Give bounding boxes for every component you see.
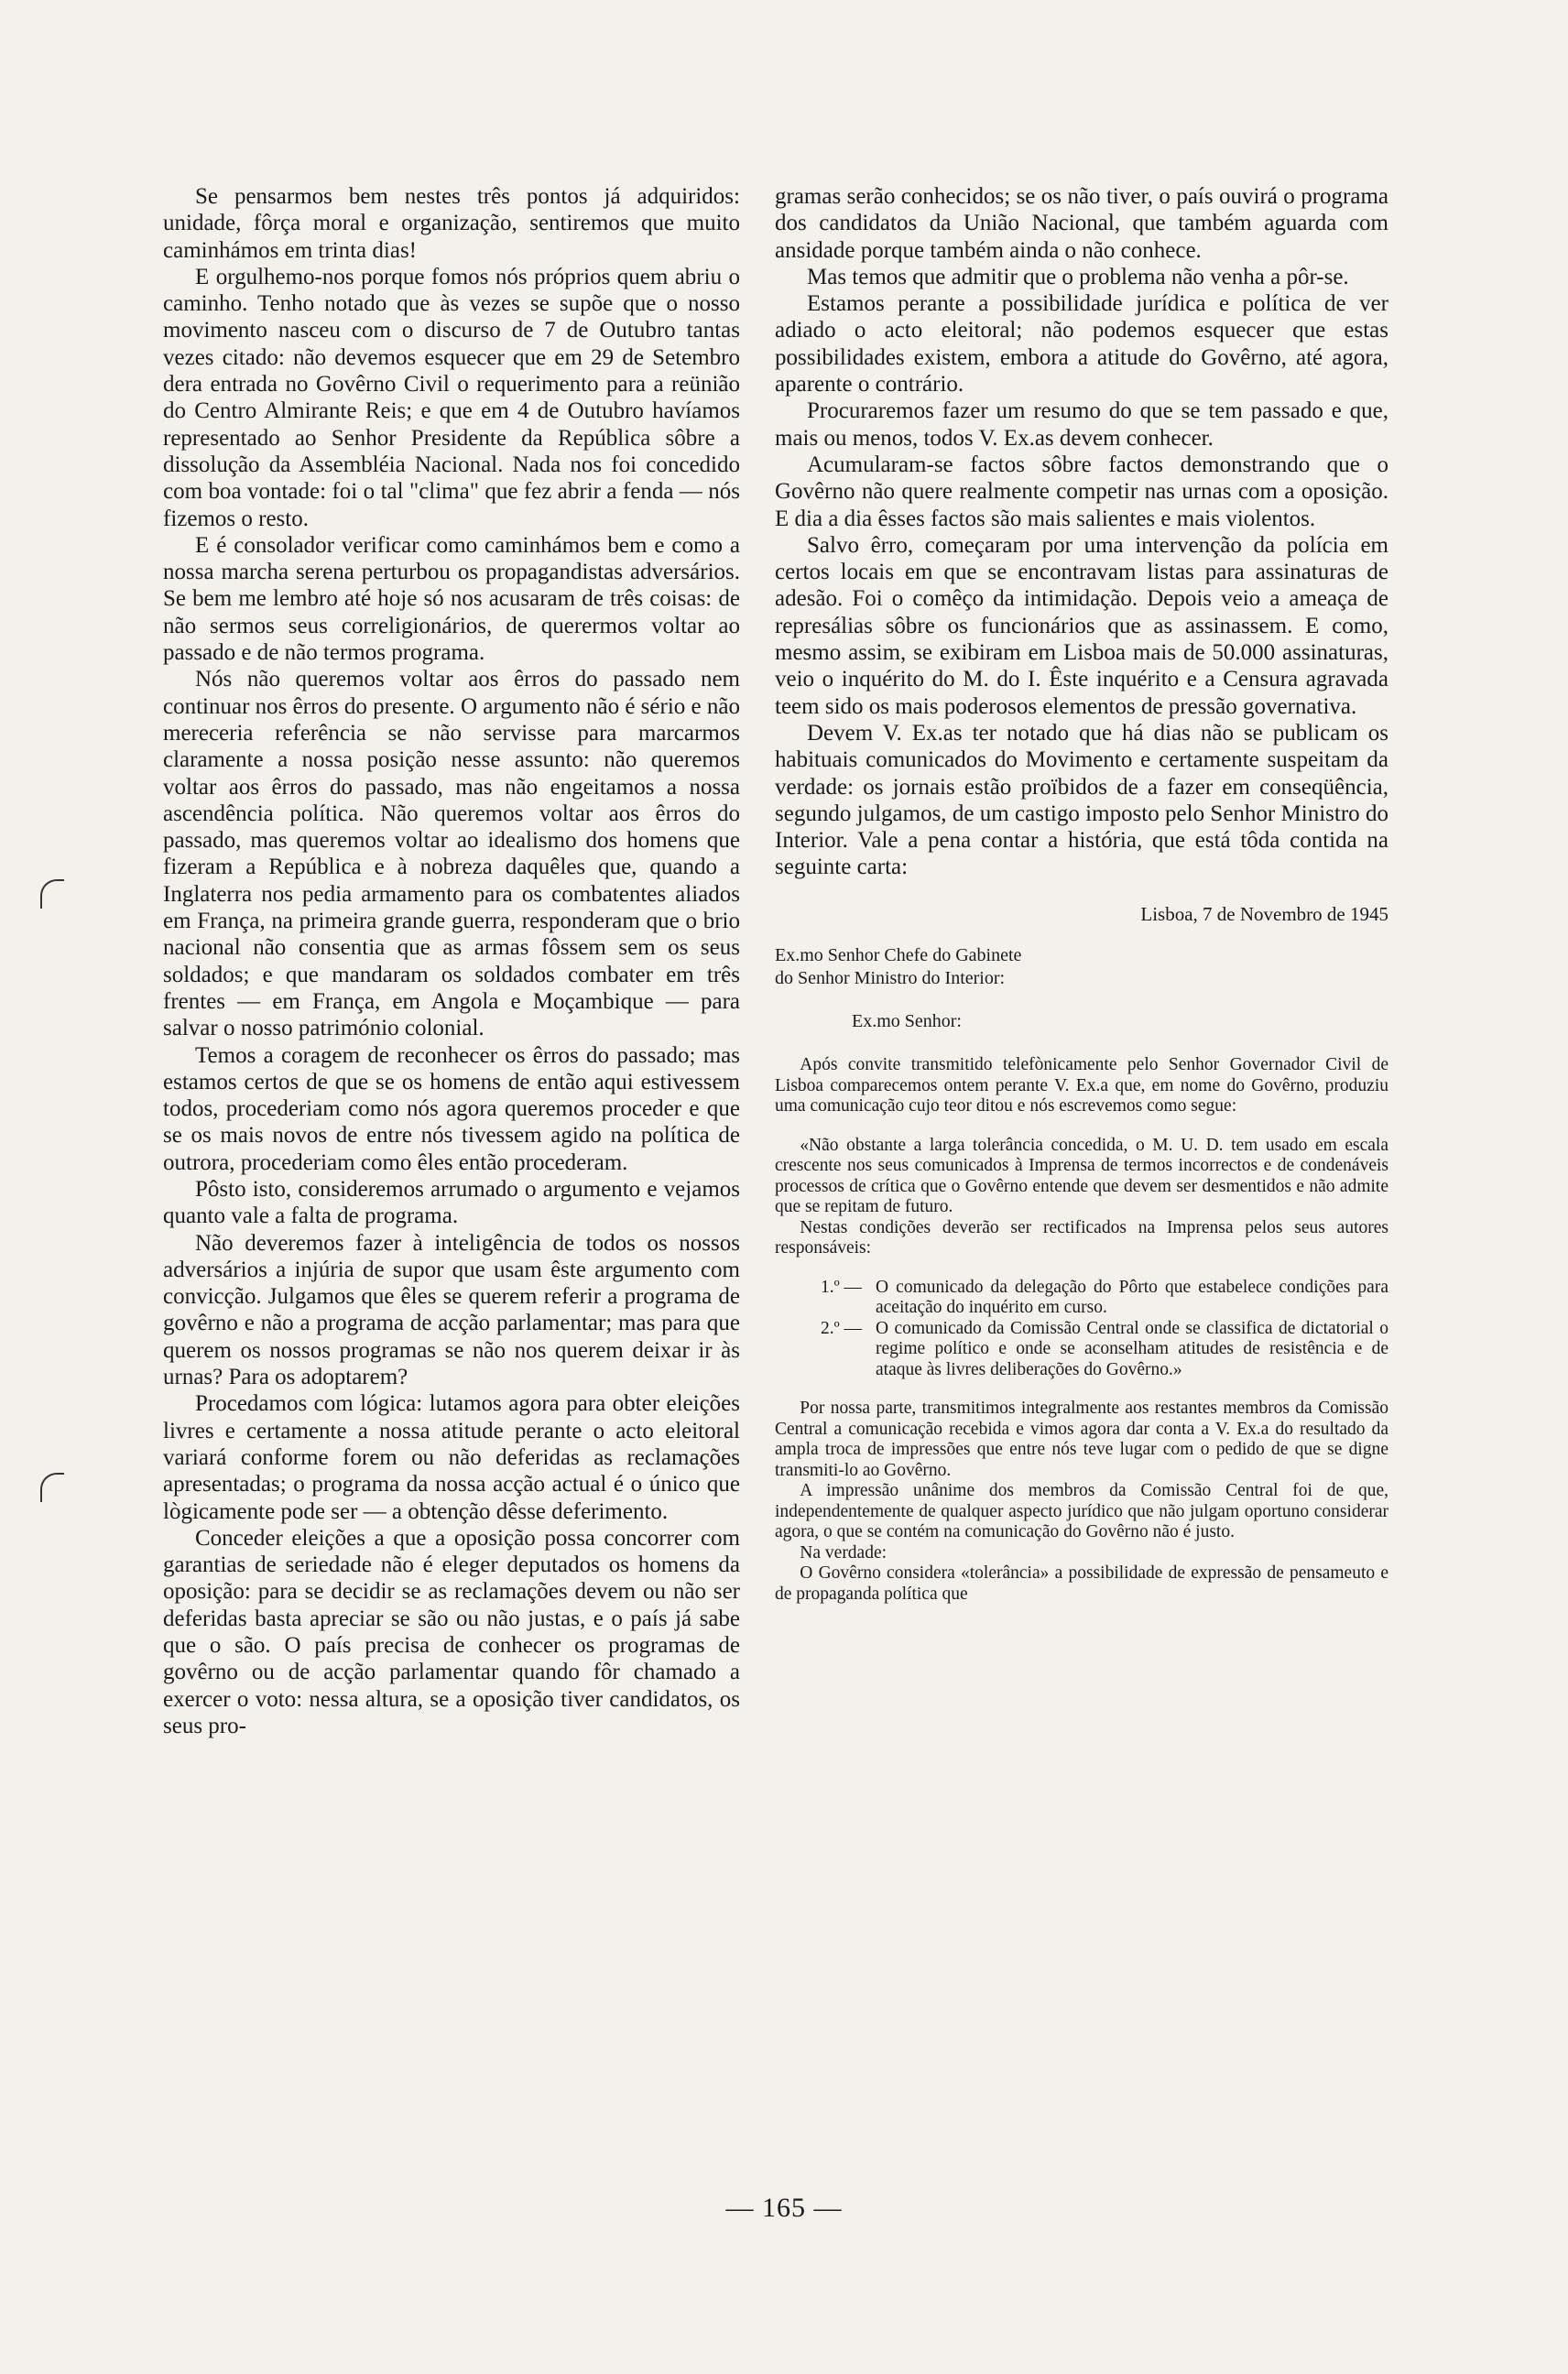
list-text: O comunicado da delegação do Pôrto que estabelece condições para aceitação do inquérito em curso. xyxy=(876,1277,1388,1318)
paragraph: E orgulhemo-nos porque fomos nós próprios quem abriu o caminho. Tenho notado que às vezes se supõe que o nosso movimento nasceu com o discurso de 7 de Outubro tantas vezes citado: não devemos esquecer que em 29 de Setembro dera entrada no Govêrno Civil o requerimento para a reünião do Centro Almirante Reis; e que em 4 de Outubro havíamos representado ao Senhor Presidente da República sôbre a dissolução da Assembléia Nacional. Nada nos foi concedido com boa vontade: foi o tal "clima" que fez abrir a fenda — nós fizemos o resto. xyxy=(163,264,740,531)
address-line: do Senhor Ministro do Interior: xyxy=(775,968,1006,989)
paragraph: Conceder eleições a que a oposição possa concorrer com garantias de seriedade não é eleger deputados os homens da oposição: para se decidir se as reclamações devem ou não ser deferidas basta apreciar se são ou não justas, e o país já sabe que o são. O país precisa de conhecer os programas de govêrno ou de acção parlamentar quando fôr chamado a exercer o voto: nessa altura, se a oposição tiver candidatos, os seus pro- xyxy=(163,1525,740,1738)
paragraph: Temos a coragem de reconhecer os êrros do passado; mas estamos certos de que se os homens de então aqui estivessem todos, procederiam como nós agora queremos proceder e que se os mais novos de entre nós tivessem agido na política de outrora, procederiam como êles então procederam. xyxy=(163,1042,740,1175)
left-column xyxy=(163,183,740,1739)
paragraph: gramas serão conhecidos; se os não tiver, o país ouvirá o programa dos candidatos da União Nacional, que também aguarda com ansidade porque também ainda o não conhece. xyxy=(775,184,1388,263)
page-number: — 165 — xyxy=(725,2193,843,2223)
letter-paragraph: Na verdade: xyxy=(800,1542,887,1563)
letter-paragraph: O Govêrno considera «tolerância» a possibilidade de expressão de pensameuto e de propaganda política que xyxy=(775,1563,1388,1604)
paragraph: Procedamos com lógica: lutamos agora para obter eleições livres e certamente a nossa atitude perante o acto eleitoral variará conforme forem ou não deferidas as reclamações apresentadas; o programa da nossa acção actual é o único que lògicamente pode ser — a obtenção dêsse deferimento. xyxy=(163,1391,740,1524)
list-text: O comunicado da Comissão Central onde se classifica de dictatorial o regime político e onde se aconselham atitudes de resistência e de ataque às livres deliberações do Govêrno.» xyxy=(876,1318,1388,1379)
letter-quote: «Não obstante a larga tolerância concedida, o M. U. D. tem usado em escala crescente nos seus comunicados à Imprensa de termos incorrectos e de condenáveis processos de crítica que o Govêrno entende que devem ser desmentidos e não admite que se repitam de futuro. xyxy=(775,1135,1388,1217)
paragraph: Devem V. Ex.as ter notado que há dias não se publicam os habituais comunicados do Movimento e certamente suspeitam da verdade: os jornais estão proïbidos de a fazer em conseqüência, segundo julgamos, de um castigo imposto pelo Senhor Ministro do Interior. Vale a pena contar a história, que está tôda contida na seguinte carta: xyxy=(775,720,1388,880)
paragraph: Mas temos que admitir que o problema não venha a pôr-se. xyxy=(807,264,1349,289)
paragraph: Acumularam-se factos sôbre factos demonstrando que o Govêrno não quere realmente competir nas urnas com a oposição. E dia a dia êsses factos são mais salientes e mais violentos. xyxy=(775,452,1388,531)
letter-paragraph: A impressão unânime dos membros da Comissão Central foi de que, independentemente de qualquer aspecto jurídico que não julgam oportuno considerar agora, o que se contém na comunicação do Govêrno não é justo. xyxy=(775,1481,1388,1542)
paragraph: Estamos perante a possibilidade jurídica e política de ver adiado o acto eleitoral; não podemos esquecer que estas possibilidades existem, embora a atitude do Govêrno, até agora, aparente o contrário. xyxy=(775,291,1388,397)
letter-salutation: Ex.mo Senhor: xyxy=(852,1011,962,1032)
paragraph: Salvo êrro, começaram por uma intervenção da polícia em certos locais em que se encontravam listas para assinaturas de adesão. Foi o comêço da intimidação. Depois veio a ameaça de represálias sôbre os funcionários que as assinassem. E como, mesmo assim, se exibiram em Lisboa mais de 50.000 assinaturas, veio o inquérito do M. do I. Êste inquérito e a Censura agravada teem sido os mais poderosos elementos de pressão governativa. xyxy=(775,532,1388,719)
paragraph: Não deveremos fazer à inteligência de todos os nossos adversários a injúria de supor que usam êste argumento com convicção. Julgamos que êles se querem referir a programa de govêrno e não a programa de acção parlamentar; mas para que querem os nossos programas se não nos querem deixar ir às urnas? Para os adoptarem? xyxy=(163,1230,740,1390)
letter-paragraph: Por nossa parte, transmitimos integralmente aos restantes membros da Comissão Central a comunicação recebida e vimos agora dar conta a V. Ex.a do resultado da ampla troca de impressões que entre nós teve lugar com o pedido de que se digne transmiti-lo ao Govêrno. xyxy=(775,1399,1388,1480)
paragraph: E é consolador verificar como caminhámos bem e como a nossa marcha serena perturbou os propagandistas adversários. Se bem me lembro até hoje só nos acusaram de três coisas: de não sermos seus correligionários, de querermos voltar ao passado e de não termos programa. xyxy=(163,532,740,666)
list-item xyxy=(821,1278,1388,1319)
paragraph: Nós não queremos voltar aos êrros do passado nem continuar nos êrros do presente. O argumento não é sério e não mereceria referência se não servisse para marcarmos claramente a nossa posição nesse assunto: não queremos voltar aos êrros do passado, mas não engeitamos a nossa ascendência política. Não queremos voltar aos êrros do passado, mas queremos voltar ao idealismo dos homens que fizeram a República e à nobreza daquêles que, quando a Inglaterra nos pedia armamento para os combatentes aliados em França, na primeira grande guerra, responderam que o brio nacional não consentia que as armas fôssem sem os seus soldados; e que mandaram os soldados combater em três frentes — em França, em Angola e Moçambique — para salvar o nosso património colonial. xyxy=(163,667,740,1041)
letter-body xyxy=(775,1055,1388,1605)
paragraph: Pôsto isto, consideremos arrumado o argumento e vejamos quanto vale a falta de programa. xyxy=(163,1176,740,1229)
letter-quote: Nestas condições deverão ser rectificados na Imprensa pelos seus autores responsáveis: xyxy=(775,1217,1388,1258)
right-column xyxy=(775,183,1388,1605)
letter-date: Lisboa, 7 de Novembro de 1945 xyxy=(1140,902,1388,925)
letter-paragraph: Após convite transmitido telefònicamente pelo Senhor Governador Civil de Lisboa comparecemos ontem perante V. Ex.a que, em nome do Govêrno, produziu uma comunicação cujo teor ditou e nós escrevemos como segue: xyxy=(775,1055,1388,1116)
list-number: 2.º — xyxy=(821,1318,863,1338)
margin-mark xyxy=(40,879,64,909)
list-item xyxy=(821,1319,1388,1381)
letter-address xyxy=(775,944,1388,990)
list-number: 1.º — xyxy=(821,1277,863,1297)
paragraph: Procuraremos fazer um resumo do que se tem passado e que, mais ou menos, todos V. Ex.as devem conhecer. xyxy=(775,398,1388,451)
margin-mark xyxy=(40,1473,64,1502)
address-line: Ex.mo Senhor Chefe do Gabinete xyxy=(775,945,1022,966)
paragraph: Se pensarmos bem nestes três pontos já adquiridos: unidade, fôrça moral e organização, sentiremos que muito caminhámos em trinta dias! xyxy=(163,184,740,263)
